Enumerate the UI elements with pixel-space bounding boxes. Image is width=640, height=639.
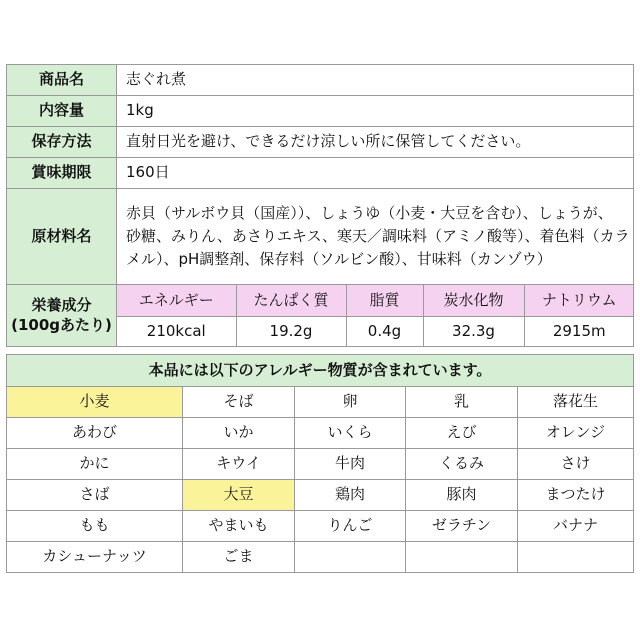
expiry-label: 賞味期限 [7, 158, 117, 189]
content-value: 1kg [117, 96, 634, 127]
allergen-table [6, 354, 634, 573]
allergen-title: 本品には以下のアレルギー物質が含まれています。 [7, 355, 634, 387]
allergen-cell: そば [183, 387, 295, 418]
allergen-cell: バナナ [518, 511, 634, 542]
allergen-row [7, 387, 634, 418]
storage-value: 直射日光を避け、できるだけ涼しい所に保管してください。 [117, 127, 634, 158]
allergen-cell: もも [7, 511, 183, 542]
nutrition-label-line2: (100gあたり) [11, 315, 112, 334]
allergen-cell-empty [406, 542, 518, 573]
allergen-cell: 大豆 [183, 480, 295, 511]
content-label: 内容量 [7, 96, 117, 127]
allergen-row [7, 542, 634, 573]
allergen-row [7, 449, 634, 480]
allergen-row [7, 480, 634, 511]
allergen-cell: まつたけ [518, 480, 634, 511]
allergen-cell: やまいも [183, 511, 295, 542]
allergen-cell-empty [295, 542, 406, 573]
nutrition-header-energy: エネルギー [117, 285, 236, 316]
nutrition-cell [117, 285, 634, 347]
allergen-cell: さば [7, 480, 183, 511]
product-name-value: 志ぐれ煮 [117, 65, 634, 96]
allergen-cell: かに [7, 449, 183, 480]
nutrition-label [7, 285, 117, 347]
nutrition-value-sodium: 2915m [524, 316, 634, 346]
allergen-row [7, 418, 634, 449]
product-info-table [6, 64, 634, 347]
allergen-cell: えび [406, 418, 518, 449]
allergen-cell: 牛肉 [295, 449, 406, 480]
allergen-cell: キウイ [183, 449, 295, 480]
allergen-cell: 落花生 [518, 387, 634, 418]
allergen-cell: さけ [518, 449, 634, 480]
allergen-cell: ごま [183, 542, 295, 573]
allergen-cell: オレンジ [518, 418, 634, 449]
allergen-cell: あわび [7, 418, 183, 449]
allergen-cell: 乳 [406, 387, 518, 418]
allergen-row [7, 511, 634, 542]
nutrition-header-sodium: ナトリウム [524, 285, 634, 316]
nutrition-value-carbohydrate: 32.3g [423, 316, 524, 346]
nutrition-header-carbohydrate: 炭水化物 [423, 285, 524, 316]
allergen-cell: くるみ [406, 449, 518, 480]
ingredients-value [117, 189, 634, 285]
allergen-cell: りんご [295, 511, 406, 542]
allergen-cell: 鶏肉 [295, 480, 406, 511]
ingredients-line: 赤貝（サルボウ貝（国産））、しょうゆ（小麦・大豆を含む）、しょうが、 [126, 204, 613, 222]
allergen-cell: 卵 [295, 387, 406, 418]
nutrition-label-line1: 栄養成分 [31, 296, 92, 314]
allergen-cell: 豚肉 [406, 480, 518, 511]
ingredients-line: 砂糖、みりん、あさりエキス、寒天／調味料（アミノ酸等）、着色料（カラ [126, 227, 630, 245]
storage-label: 保存方法 [7, 127, 117, 158]
nutrition-table [117, 285, 634, 346]
expiry-value: 160日 [117, 158, 634, 189]
allergen-cell: いくら [295, 418, 406, 449]
nutrition-value-energy: 210kcal [117, 316, 236, 346]
nutrition-value-protein: 19.2g [236, 316, 346, 346]
allergen-cell: ゼラチン [406, 511, 518, 542]
nutrition-header-fat: 脂質 [346, 285, 423, 316]
nutrition-value-fat: 0.4g [346, 316, 423, 346]
allergen-cell: 小麦 [7, 387, 183, 418]
ingredients-line: メル）、pH調整剤、保存料（ソルビン酸）、甘味料（カンゾウ） [126, 250, 552, 268]
nutrition-header-protein: たんぱく質 [236, 285, 346, 316]
allergen-cell: カシューナッツ [7, 542, 183, 573]
ingredients-label: 原材料名 [7, 189, 117, 285]
allergen-cell-empty [518, 542, 634, 573]
allergen-cell: いか [183, 418, 295, 449]
product-name-label: 商品名 [7, 65, 117, 96]
